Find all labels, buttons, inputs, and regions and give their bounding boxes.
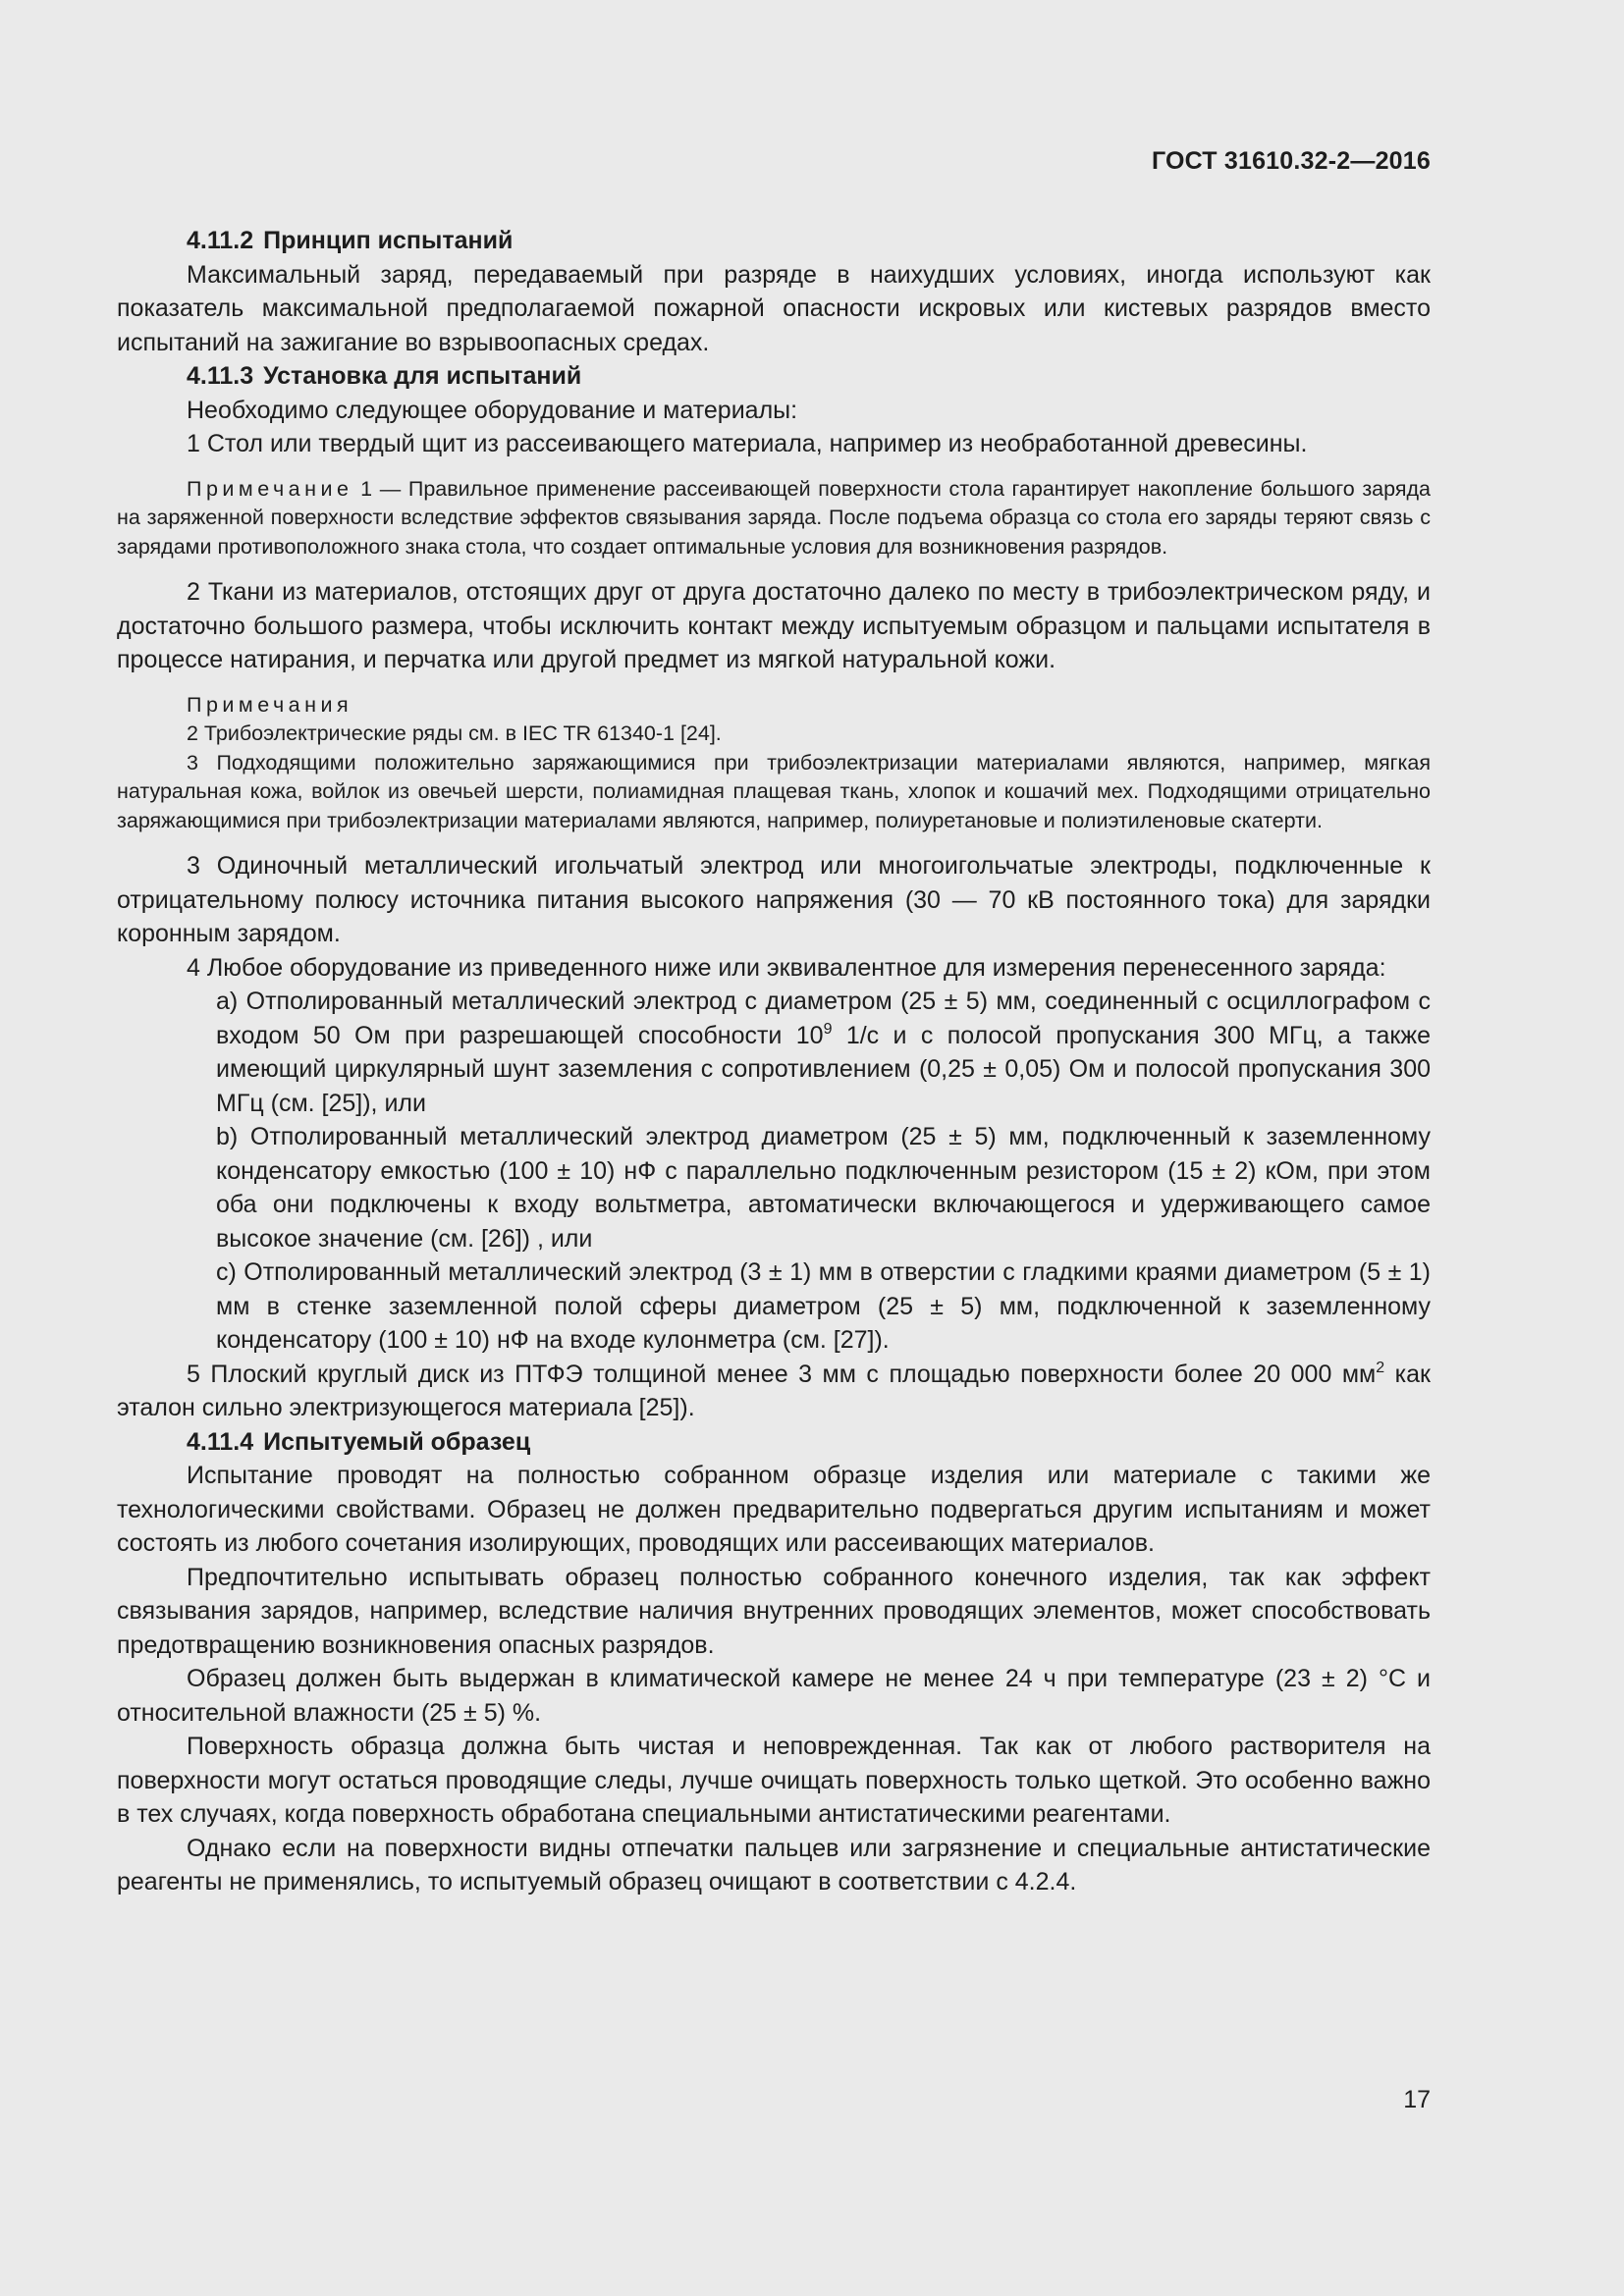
section-title: Испытуемый образец [263,1427,531,1456]
sub-list-item: b) Отполированный металлический электрод диаметром (25 ± 5) мм, подключенный к заземленному конденсатору емкостью (100 ± 10) нФ с параллельно подключенным резистором (15 ± 2) кОм, при этом оба они подключены к входу вольтметра, автоматически включающегося и удерживающего самое высокое значение (см. [26]) , или [216,1123,1431,1253]
note-text: 3 Подходящими положительно заряжающимися при трибоэлектризации материалами являются, например, мягкая натуральная кожа, войлок из овечьей шерсти, полиамидная плащевая ткань, хлопок и кошачий мех. Подходящими отрицательно заряжающимися при трибоэлектризации материалами являются, например, полиуретановые и полиэтиленовые скатерти. [117,750,1431,832]
list-item: 3 Одиночный металлический игольчатый электрод или многоигольчатые электроды, подключенные к отрицательному полюсу источника питания высокого напряжения (30 — 70 кВ постоянного тока) для зарядки коронным зарядом. [117,852,1431,947]
list-item: 1 Стол или твердый щит из рассеивающего материала, например из необработанной древесины. [187,430,1308,457]
section-heading [117,224,1431,258]
section-number: 4.11.2 [187,227,254,254]
notes-label: Примечания [187,692,353,717]
document-header: ГОСТ 31610.32-2—2016 [1151,147,1431,175]
list-item: 2 Ткани из материалов, отстоящих друг от друга достаточно далеко по месту в трибоэлектрическом ряду, и достаточно большого размера, чтобы исключить контакт между испытуемым образцом и пальцами испытателя в процессе натирания, и перчатка или другой предмет из мягкой натуральной кожи. [117,578,1431,673]
document-body [117,224,1431,1899]
section-number: 4.11.3 [187,362,254,390]
section-heading [117,1425,1431,1460]
section-title: Принцип испытаний [263,227,514,254]
sub-list [117,985,1431,1358]
section-heading [117,359,1431,394]
section-title: Установка для испытаний [263,362,582,390]
note-text: 2 Трибоэлектрические ряды см. в IEC TR 61340-1 [24]. [187,721,722,745]
page-number: 17 [1403,2086,1431,2113]
paragraph: Однако если на поверхности видны отпечатки пальцев или загрязнение и специальные антистатические реагенты не применялись, то испытуемый образец очищают в соответствии с 4.2.4. [117,1834,1431,1896]
note-label: Примечание [187,476,353,501]
paragraph: Максимальный заряд, передаваемый при разряде в наихудших условиях, иногда используют как показатель максимальной предполагаемой пожарной опасности искровых или кистевых разрядов вместо испытаний на зажигание во взрывоопасных средах. [117,260,1431,356]
paragraph: Необходимо следующее оборудование и материалы: [187,396,798,424]
sub-list-item: c) Отполированный металлический электрод (3 ± 1) мм в отверстии с гладкими краями диаметром (5 ± 1) мм в стенке заземленной полой сферы диаметром (25 ± 5) мм, подключенной к заземленному конденсатору (100 ± 10) нФ на входе кулонметра (см. [27]). [216,1258,1431,1354]
list-item: 4 Любое оборудование из приведенного ниже или эквивалентное для измерения перенесенного заряда: [187,953,1386,982]
paragraph: Образец должен быть выдержан в климатической камере не менее 24 ч при температуре (23 ± 2) °C и относительной влажности (25 ± 5) %. [117,1665,1431,1727]
list-item: 5 Плоский круглый диск из ПТФЭ толщиной менее 3 мм с площадью поверхности более 20 000 $мм^2$ как эталон сильно электризующегося материала [25]). [117,1359,1431,1421]
section-number: 4.11.4 [187,1427,254,1456]
paragraph: Поверхность образца должна быть чистая и неповрежденная. Так как от любого растворителя на поверхности могут остаться проводящие следы, лучше очищать поверхность только щеткой. Это особенно важно в тех случаях, когда поверхность обработана специальными антистатическими реагентами. [117,1733,1431,1828]
notes [117,691,1431,836]
paragraph: Предпочтительно испытывать образец полностью собранного конечного изделия, так как эффект связывания зарядов, например, вследствие наличия внутренних проводящих элементов, может способствовать предотвращению возникновения опасных разрядов. [117,1563,1431,1659]
note [117,475,1431,562]
paragraph: Испытание проводят на полностью собранном образце изделия или материале с такими же технологическими свойствами. Образец не должен предварительно подвергаться другим испытаниям и может состоять из любого сочетания изолирующих, проводящих или рассеивающих материалов. [117,1462,1431,1557]
sub-list-item: a) Отполированный металлический электрод с диаметром (25 ± 5) мм, соединенный с осциллографом с входом 50 Ом при разрешающей способности $10^9$ 1/с и с полосой пропускания 300 МГц, а также имеющий циркулярный шунт заземления с сопротивлением (0,25 ± 0,05) Ом и полосой пропускания 300 МГц (см. [25]), или [216,988,1431,1117]
note-text: 1 — Правильное применение рассеивающей поверхности стола гарантирует накопление большого заряда на заряженной поверхности вследствие эффектов связывания заряда. После подъема образца со стола его заряды теряют связь с зарядами противоположного знака стола, что создает оптимальные условия для возникновения разрядов. [117,476,1431,559]
